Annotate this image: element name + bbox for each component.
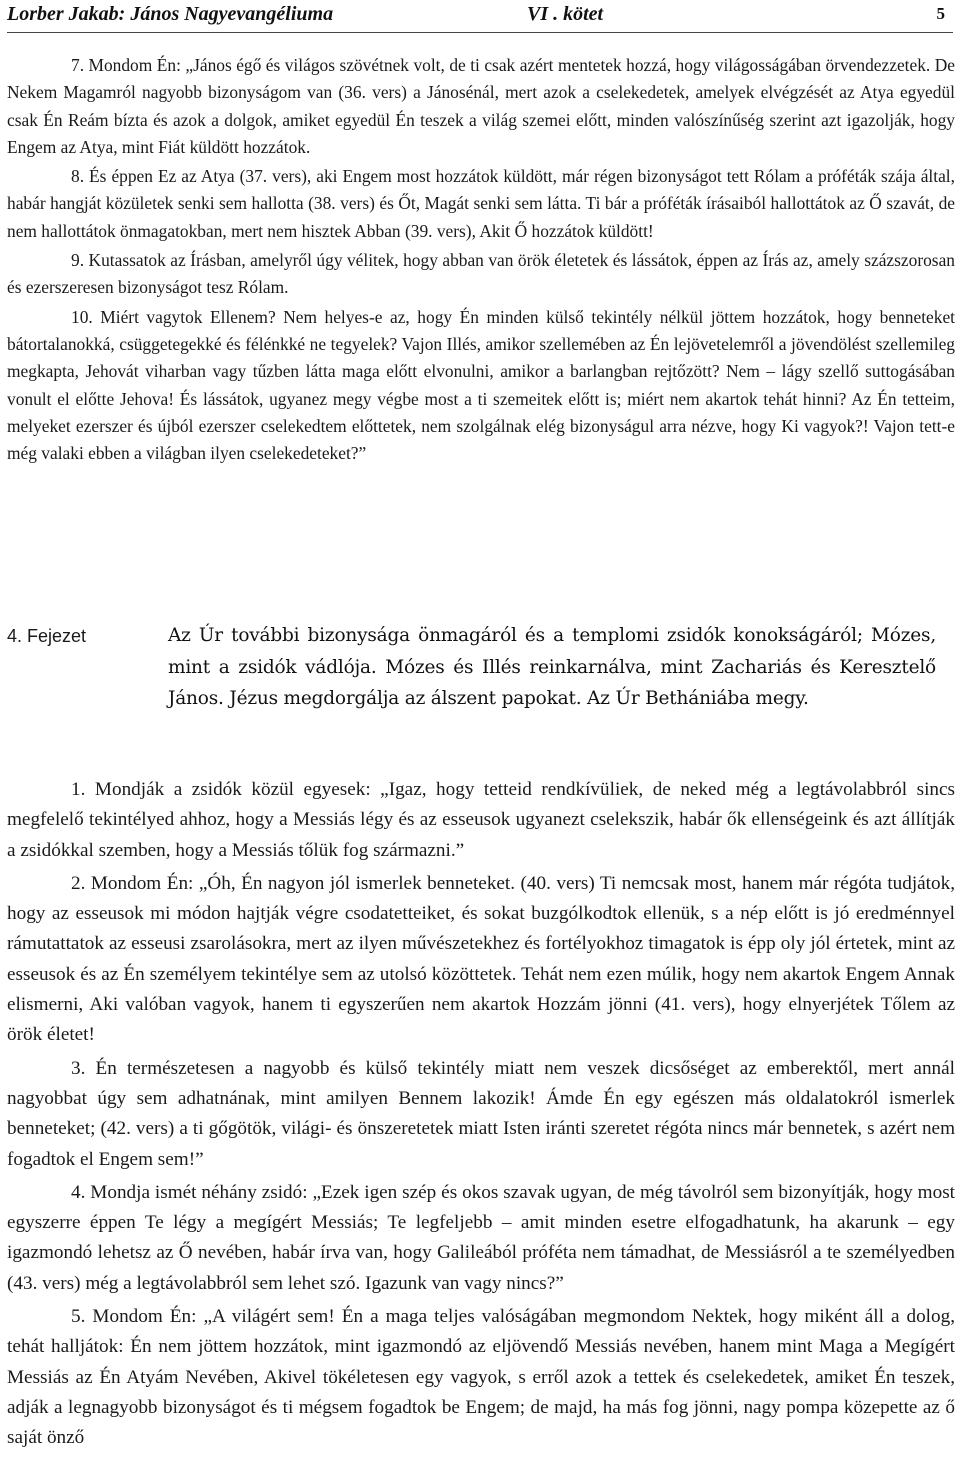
chapter-title: Az Úr további bizonysága önmagáról és a templomi zsidók konokságáról; Mózes, mint a zsidók vádlója. Mózes és Illés reinkarnálva, mint Zachariás és Keresztelő János. Jézus megdorgálja az álszent papokat. Az Úr Bethániába megy. — [168, 625, 936, 709]
paragraph-9: 9. Kutassatok az Írásban, amelyről úgy vélitek, hogy abban van örök életetek és lássátok, éppen az Írás az, amely százszorosan és ezerszeresen bizonyságot tesz Rólam. — [7, 250, 955, 298]
paragraph-2: 2. Mondom Én: „Óh, Én nagyon jól ismerlek benneteket. (40. vers) Ti nemcsak most, hanem már régóta tudjátok, hogy az esseusok mi módon hajtják végre csodatetteiket, és sokat buzgólkodtok ellenük, s a nép előtt is jó eredménnyel rámutattatok az esseusi zsarolásokra, mert az ilyen művészetekhez és fortélyokhoz timagatok is épp oly jól értetek, mint az esseusok és az Én személyem tekintélye sem az utolsó közöttetek. Tehát nem ezen múlik, hogy nem akartok Engem Annak elismerni, Aki valóban vagyok, hanem ti egyszerűen nem akartok Hozzám jönni (41. vers), hogy elnyerjétek Tőlem az örök életet! — [7, 872, 955, 1046]
paragraph-4: 4. Mondja ismét néhány zsidó: „Ezek igen szép és okos szavak ugyan, de még távolról sem bizonyítják, hogy most egyszerre éppen Te légy a megígért Messiás; Te legfeljebb – amit minden esetre elfogadhatunk, ha akarunk – egy igazmondó lehetsz az Ő nevében, habár írva van, hogy Galileából próféta nem támadhat, de Messiásról a te személyedben (43. vers) még a legtávolabbról sem lehet szó. Igazunk van vagy nincs?” — [7, 1181, 955, 1294]
header-book-title: Lorber Jakab: János Nagyevangéliuma — [7, 3, 334, 25]
paragraph-7: 7. Mondom Én: „János égő és világos szövétnek volt, de ti csak azért mentetek hozzá, hogy világosságában örvendezzetek. De Nekem Magamról nagyobb bizonyságom van (36. vers) a Jánosénál, mert azok a cselekedetek, amelyek elvégzését az Atya egyedül csak Én Reám bízta és azok a dolgok, amiket egyedül Én teszek a világ szemei előtt, minden valószínűség szerint azt igazolják, hogy Engem az Atya, mint Fiát küldött hozzátok. — [7, 55, 955, 157]
page-number: 5 — [936, 4, 945, 23]
chapter-label: 4. Fejezet — [7, 626, 87, 646]
paragraph-5: 5. Mondom Én: „A világért sem! Én a maga teljes valóságában megmondom Nektek, hogy miként áll a dolog, tehát halljátok: Én nem jöttem hozzátok, mint igazmondó az eljövendő Messiás nevében, hanem mint Maga a Megígért Messiás az Én Atyám Nevében, Akivel tökéletesen egy vagyok, s erről azok a tettek és cselekedetek, amiket Én teszek, adják a legnagyobb bizonyságot és ti mégsem fogadtok be Engem; de majd, ha más fog jönni, nagy pompa közepette az ő saját önző — [7, 1306, 955, 1449]
paragraph-1: 1. Mondják a zsidók közül egyesek: „Igaz, hogy tetteid rendkívüliek, de neked még a legtávolabbról sincs megfelelő tekintélyed ahhoz, hogy a Messiás légy és az esseusok ugyanezt cselekszik, habár ők ellenségeink és azt állítják a zsidókkal szemben, hogy a Messiás tőlük fog származni.” — [7, 779, 955, 861]
chapter-text — [7, 775, 955, 1454]
header-volume: VI . kötet — [527, 3, 604, 25]
paragraph-8: 8. És éppen Ez az Atya (37. vers), aki Engem most hozzátok küldött, már régen bizonyságot tett Rólam a próféták szája által, habár hangját közületek senki sem hallotta (38. vers) és Őt, Magát senki sem látta. Ti bár a próféták írásaiból hallottátok az Ő szavát, de nem hallottátok önmagatokban, mert nem hisztek Abban (39. vers), Akit Ő hozzátok küldött! — [7, 166, 955, 241]
paragraph-10: 10. Miért vagytok Ellenem? Nem helyes-e az, hogy Én minden külső tekintély nélkül jöttem hozzátok, hogy benneteket bátortalanokká, csüggetegekké és félénkké ne tegyelek? Vajon Illés, amikor szellemében az Én lejövetelemről a jövendölést szellemileg megkapta, Jehovát viharban vagy tűzben látta maga előtt elvonulni, amikor a barlangban rejtőzött? Nem – lágy szellő suttogásában vonult el előtte Jehova! És lássátok, ugyanez megy végbe most a ti szemeitek előtt is; miért nem akartok tehát hinni? Az Én tetteim, melyeket ezerszer és újból ezerszer cselekedtem előttetek, nem szolgálnak elég bizonyságul arra nézve, hogy Ki vagyok?! Vajon tett-e még valaki ebben a világban ilyen cselekedeteket?” — [7, 306, 955, 464]
chapter-heading — [7, 620, 955, 750]
page-header — [7, 0, 953, 33]
previous-chapter-text — [7, 52, 955, 467]
paragraph-3: 3. Én természetesen a nagyobb és külső tekintély miatt nem veszek dicsőséget az emberektől, mert annál nagyobbat úgy sem adhatnának, mint amilyen Bennem lakozik! Ámde Én egy egészen más oldalatokról ismerlek benneteket; (42. vers) a ti gőgötök, világi- és önszeretetek miatt Isten iránti szeretet régóta nincs már bennetek, s azért nem fogadtok el Engem sem!” — [7, 1057, 955, 1170]
